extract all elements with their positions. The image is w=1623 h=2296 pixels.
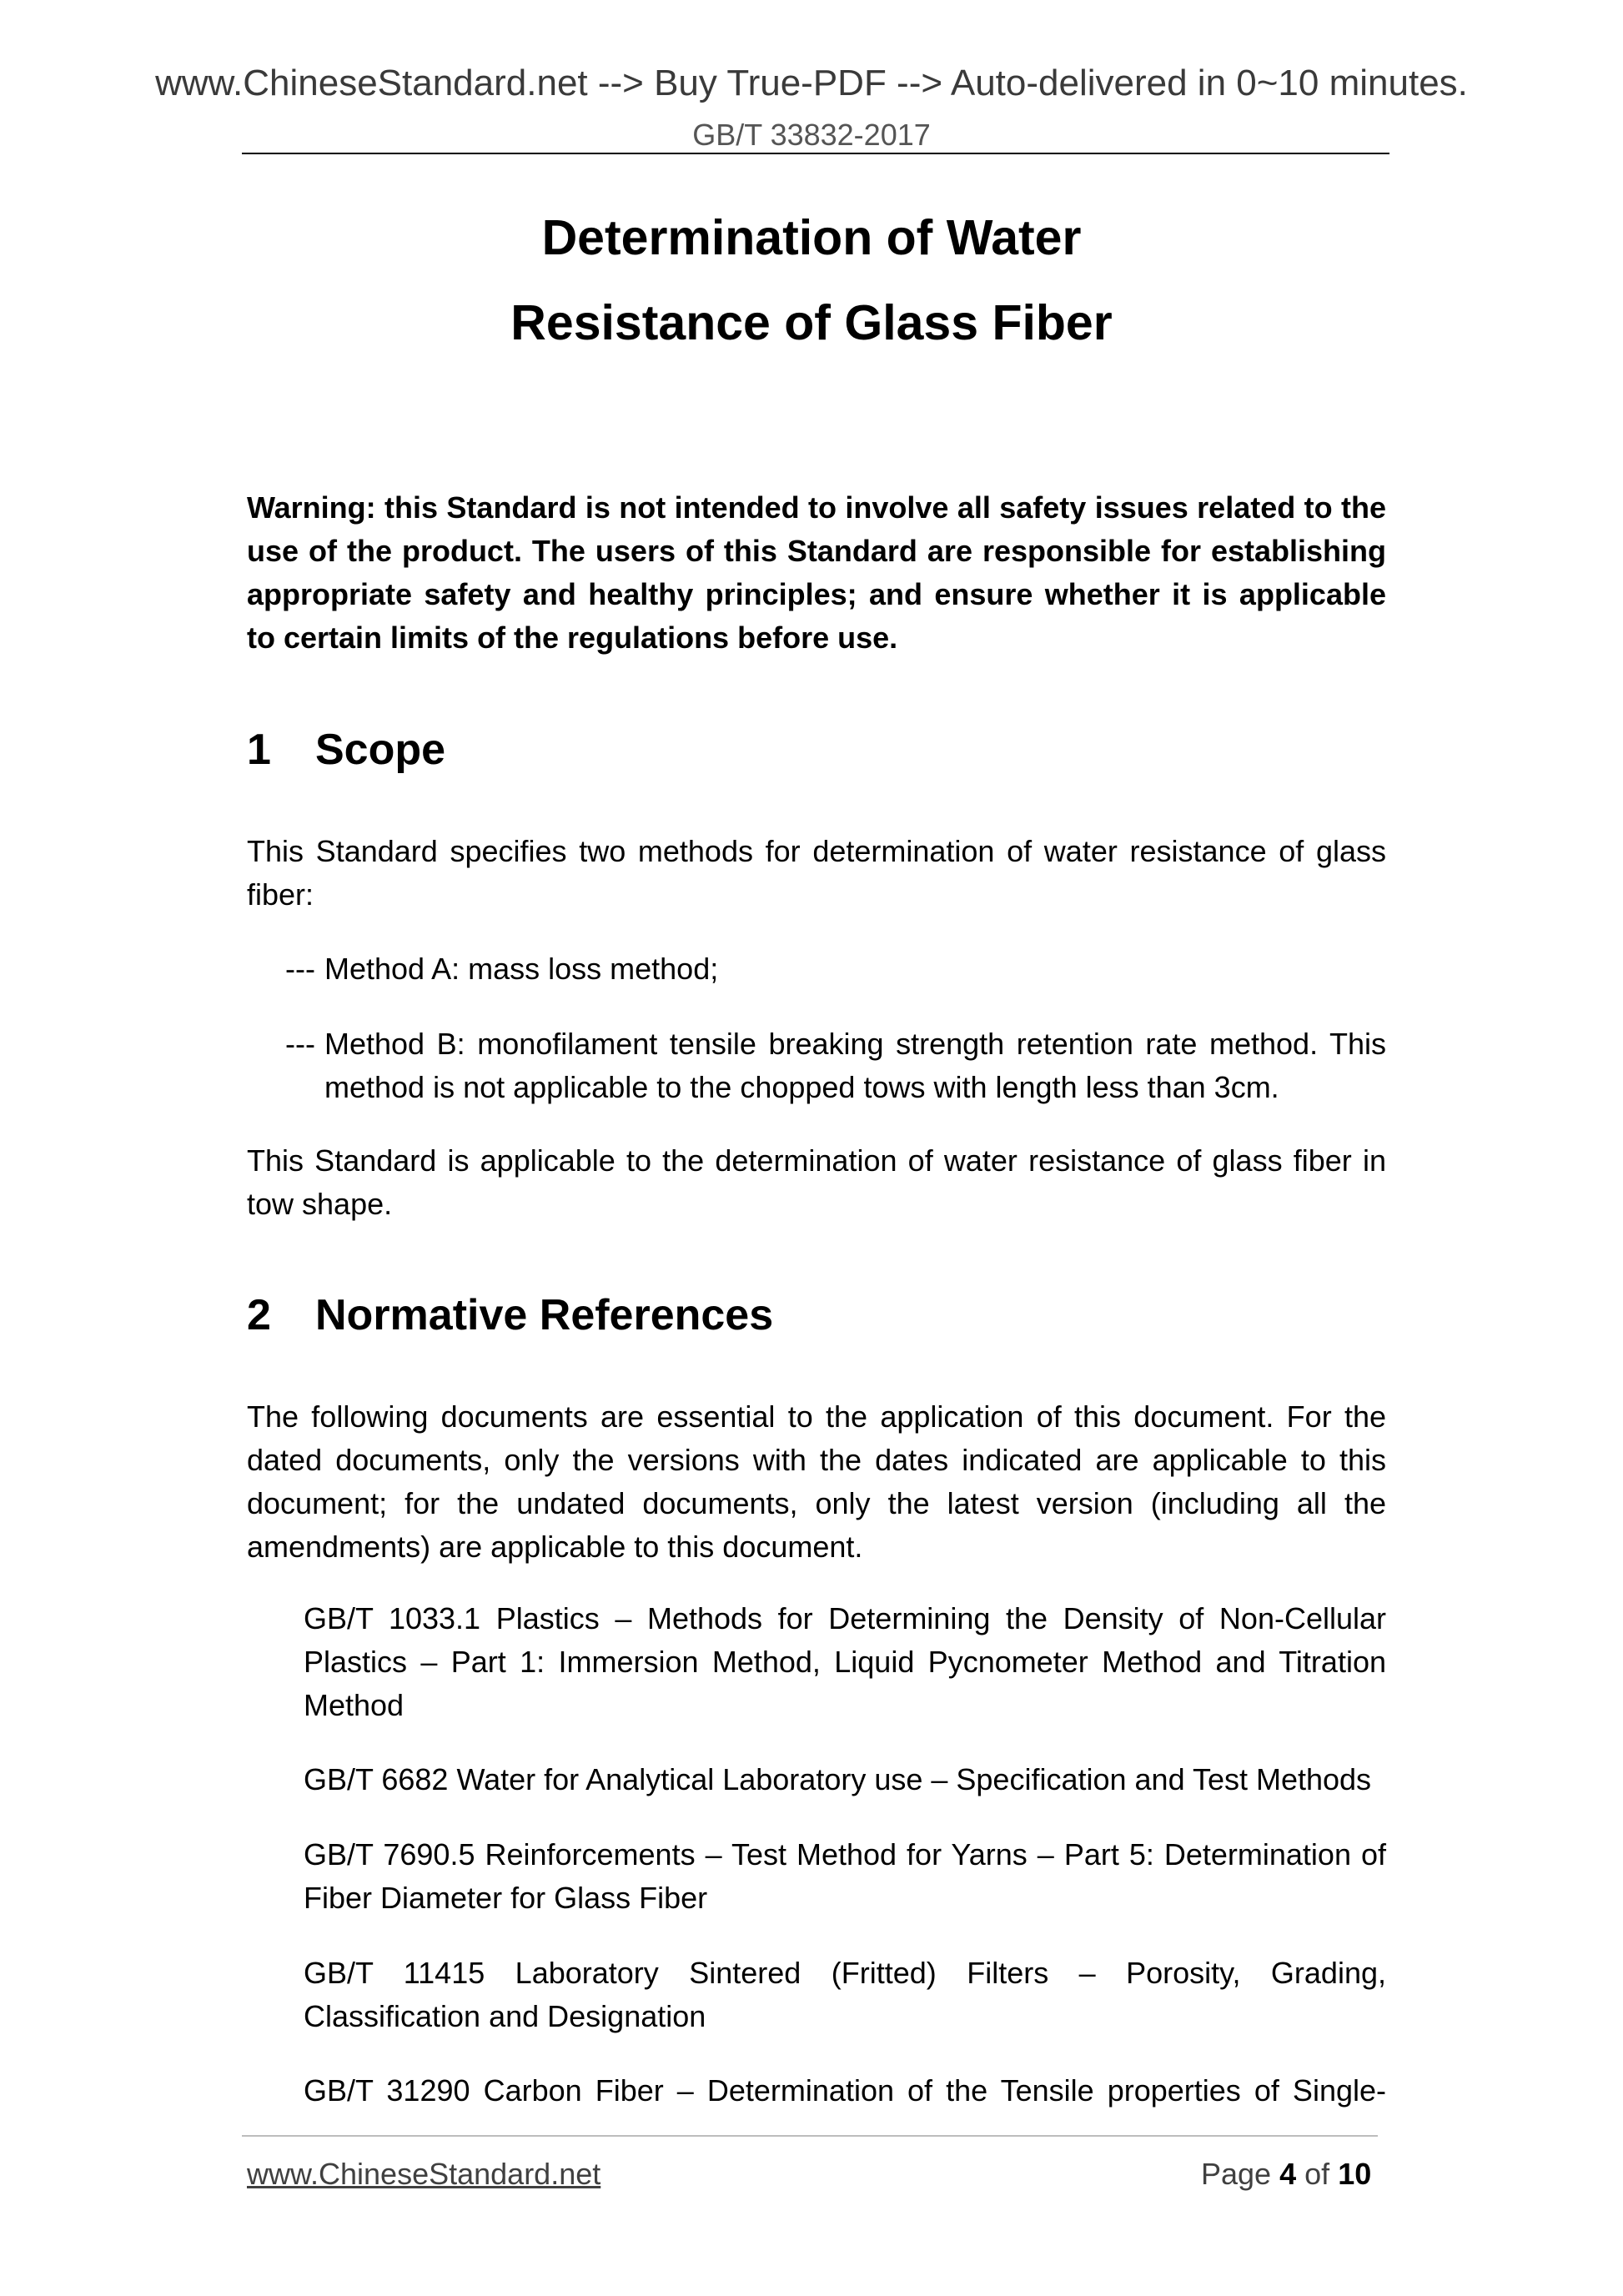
- scope-intro-paragraph: This Standard specifies two methods for determination of water resistance of glass fiber:: [247, 834, 1386, 912]
- list-item-text: Method B: monofilament tensile breaking strength retention rate method. This: [324, 1027, 1386, 1061]
- header-divider: [242, 153, 1389, 154]
- section-number: 1: [247, 726, 271, 774]
- footer-site-link[interactable]: www.ChineseStandard.net: [247, 2157, 601, 2191]
- list-item-continuation: method is not applicable to the chopped tows with length less than 3cm.: [324, 1070, 1279, 1104]
- page-label: Page: [1201, 2157, 1272, 2191]
- reference-item: GB/T 31290 Carbon Fiber – Determination of the Tensile properties of Single-: [304, 2073, 1386, 2108]
- references-intro-paragraph: The following documents are essential to the application of this document. For the dated documents, only the versions with the dates indicated are applicable to this document; for the undated documents, only the latest version (including all the amendments) are applicable to this document.: [247, 1399, 1386, 1564]
- scope-closing-paragraph: This Standard is applicable to the determination of water resistance of glass fiber in tow shape.: [247, 1143, 1386, 1221]
- footer-divider: [242, 2135, 1378, 2137]
- section-title: Normative References: [315, 1291, 774, 1339]
- document-title-line-2: Resistance of Glass Fiber: [510, 295, 1113, 350]
- page-number: [1201, 2157, 1371, 2192]
- reference-item: GB/T 7690.5 Reinforcements – Test Method for Yarns – Part 5: Determination of Fiber Diameter for Glass Fiber: [304, 1837, 1386, 1915]
- warning-paragraph: Warning: this Standard is not intended to involve all safety issues related to the use of the product. The users of this Standard are responsible for establishing appropriate safety and healthy principles; and ensure whether it is applicable to certain limits of the regulations before use.: [247, 490, 1386, 655]
- list-dash: ---: [285, 952, 315, 986]
- method-list-item: [285, 947, 1386, 991]
- current-page: 4: [1279, 2157, 1297, 2191]
- list-dash: ---: [285, 1027, 315, 1061]
- reference-item: GB/T 11415 Laboratory Sintered (Fritted) Filters – Porosity, Grading, Classification and Designation: [304, 1956, 1386, 2033]
- section-number: 2: [247, 1291, 271, 1339]
- total-pages: 10: [1338, 2157, 1372, 2191]
- section-1-heading: [247, 724, 445, 776]
- page-of-label: of: [1304, 2157, 1330, 2191]
- section-2-heading: [247, 1289, 773, 1341]
- site-banner: www.ChineseStandard.net --> Buy True-PDF --> Auto-delivered in 0~10 minutes.: [155, 63, 1468, 103]
- section-title: Scope: [315, 726, 446, 774]
- document-title-line-1: Determination of Water: [541, 210, 1082, 265]
- standard-code: GB/T 33832-2017: [692, 118, 931, 152]
- method-list-item: [285, 1022, 1386, 1109]
- list-item-text: Method A: mass loss method;: [324, 952, 719, 986]
- reference-item: GB/T 6682 Water for Analytical Laboratory use – Specification and Test Methods: [304, 1762, 1372, 1796]
- reference-item: GB/T 1033.1 Plastics – Methods for Determining the Density of Non-Cellular Plastics – Part 1: Immersion Method, Liquid Pycnometer Method and Titration Method: [304, 1601, 1386, 1722]
